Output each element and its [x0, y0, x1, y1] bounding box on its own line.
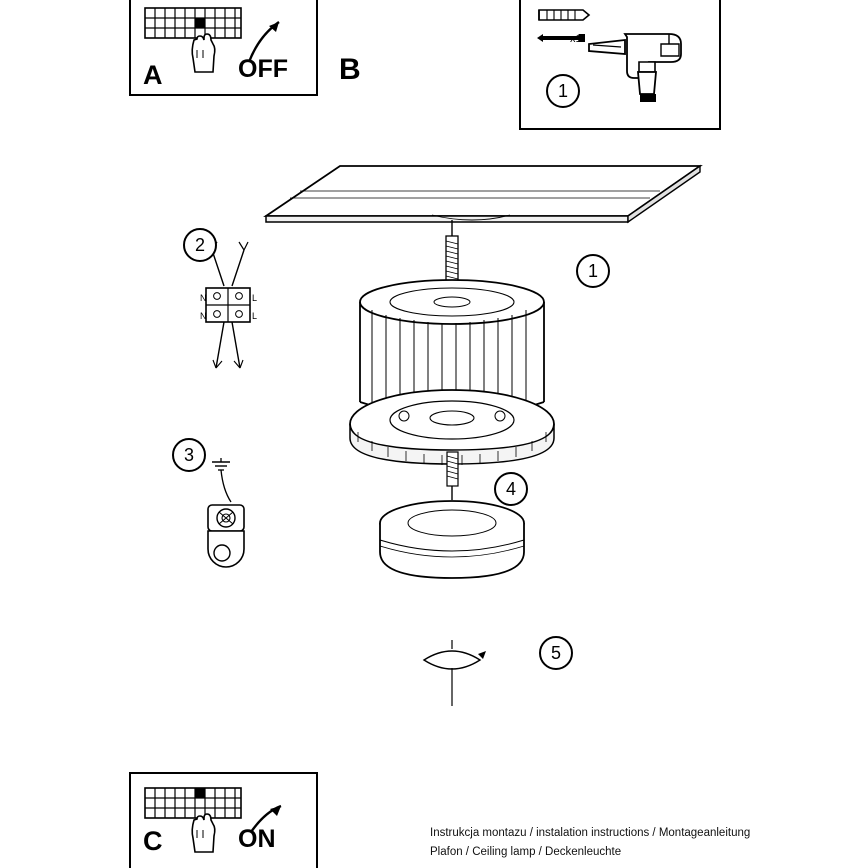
ceiling-plate [266, 166, 700, 222]
step-letter-c: C [143, 826, 163, 856]
diffuser-cover [380, 501, 524, 578]
terminal-label-l-top: L [252, 293, 258, 303]
footer-line-2: Plafon / Ceiling lamp / Deckenleuchte [430, 845, 622, 858]
suspension-screw [446, 220, 458, 300]
terminal-label-l-bottom: L [252, 311, 258, 321]
mounting-ring [350, 390, 554, 465]
footer-line-1: Instrukcja montazu / instalation instructions / Montageanleitung [430, 827, 751, 839]
callout-kit-number: 1 [546, 74, 580, 108]
earth-connection [208, 458, 244, 567]
terminal-block [206, 242, 250, 368]
terminal-label-n-bottom: N [200, 311, 207, 321]
footer-text [430, 824, 750, 862]
diffuser-screw [447, 452, 458, 500]
tighten-rotation-arrow [424, 640, 486, 706]
terminal-label-n-top: N [200, 293, 207, 303]
step-letter-b: B [339, 53, 361, 86]
kit-quantity-label: x1 [570, 33, 582, 45]
hardware-kit-illustration [521, 0, 719, 126]
callout-2: 2 [183, 228, 217, 262]
panel-hardware-kit [519, 0, 721, 130]
wall-plug-icon [539, 10, 589, 20]
drill-icon [589, 34, 681, 102]
callout-1: 1 [576, 254, 610, 288]
callout-3: 3 [172, 438, 206, 472]
label-on: ON [238, 825, 276, 853]
label-off: OFF [238, 55, 288, 83]
step-letter-a: A [143, 60, 163, 90]
callout-4: 4 [494, 472, 528, 506]
lamp-shade-body [360, 280, 544, 420]
callout-5: 5 [539, 636, 573, 670]
